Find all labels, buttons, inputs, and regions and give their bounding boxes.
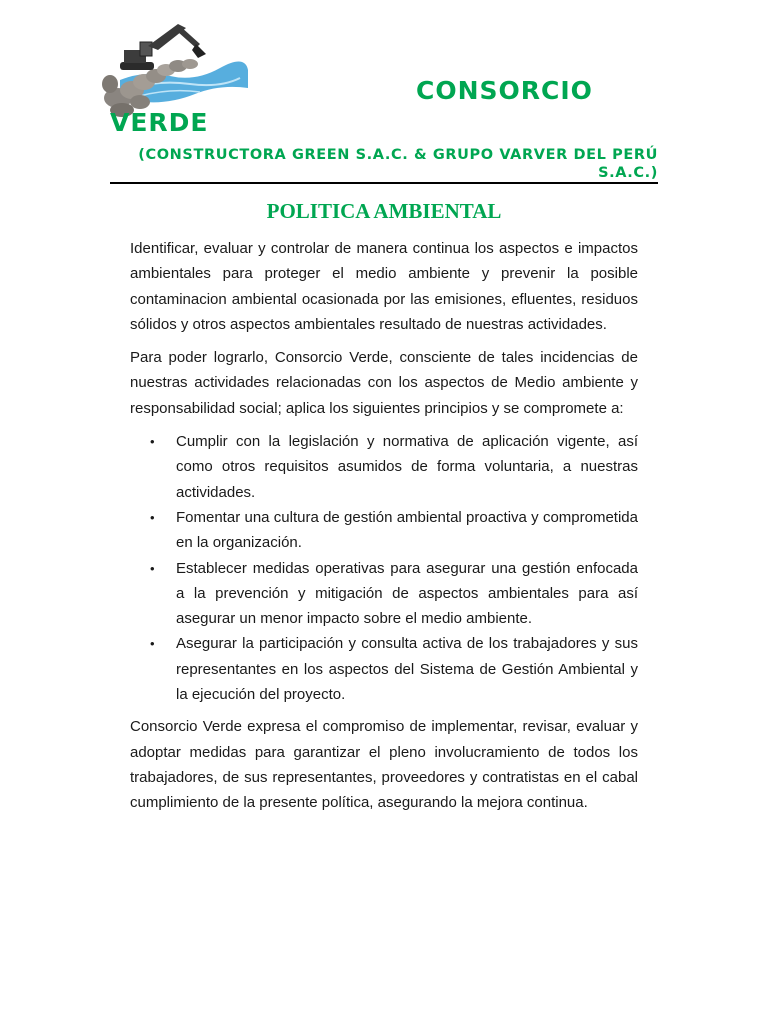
list-item-text: Cumplir con la legislación y normativa de aplicación vigente, así como otros requisitos asumidos de forma voluntaria, a nuestras actividades. [176, 433, 638, 501]
excavator-on-rocks-logo [100, 18, 250, 118]
list-item-text: Establecer medidas operativas para asegurar una gestión enfocada a la prevención y mitigación de aspectos ambientales para así asegurar un menor impacto sobre el medio ambiente. [176, 559, 638, 628]
list-item [130, 631, 638, 707]
list-item [130, 505, 638, 556]
bullet-icon: • [150, 434, 155, 450]
document-title: POLITICA AMBIENTAL [266, 199, 502, 223]
paragraph-principles: Para poder lograrlo, Consorcio Verde, consciente de tales incidencias de nuestras actividades relacionadas con los aspectos de Medio ambiente y responsabilidad social; aplica los siguientes principios y se compromete a: [130, 349, 638, 417]
list-item [130, 556, 638, 632]
bullet-icon: • [150, 560, 155, 576]
header-divider [110, 182, 658, 184]
paragraph-commitment: Consorcio Verde expresa el compromiso de implementar, revisar, evaluar y adoptar medidas para garantizar el pleno involucramiento de todos los trabajadores, de sus representantes, proveedores y contratistas en el cabal cumplimiento de la presente política, asegurando la mejora continua. [130, 718, 638, 812]
bullet-icon: • [150, 509, 155, 525]
document-body [130, 236, 638, 824]
list-item [130, 429, 638, 505]
list-item-text: Fomentar una cultura de gestión ambiental proactiva y comprometida en la organización. [176, 508, 638, 552]
company-name-line1: CONSORCIO [416, 76, 593, 105]
list-item-text: Asegurar la participación y consulta activa de los trabajadores y sus representantes en los aspectos del Sistema de Gestión Ambiental y la ejecución del proyecto. [176, 635, 638, 704]
principles-list [130, 429, 638, 707]
paragraph-intro: Identificar, evaluar y controlar de manera continua los aspectos e impactos ambientales para proteger el medio ambiente y prevenir la posible contaminacion ambiental ocasionada por las emisiones, efluentes, residuos sólidos y otros aspectos ambientales resultado de nuestras actividades. [130, 240, 638, 333]
bullet-icon: • [150, 636, 155, 652]
company-subtitle: (CONSTRUCTORA GREEN S.A.C. & GRUPO VARVER DEL PERÚ S.A.C.) [138, 147, 658, 181]
company-name-line2: VERDE [110, 108, 209, 137]
